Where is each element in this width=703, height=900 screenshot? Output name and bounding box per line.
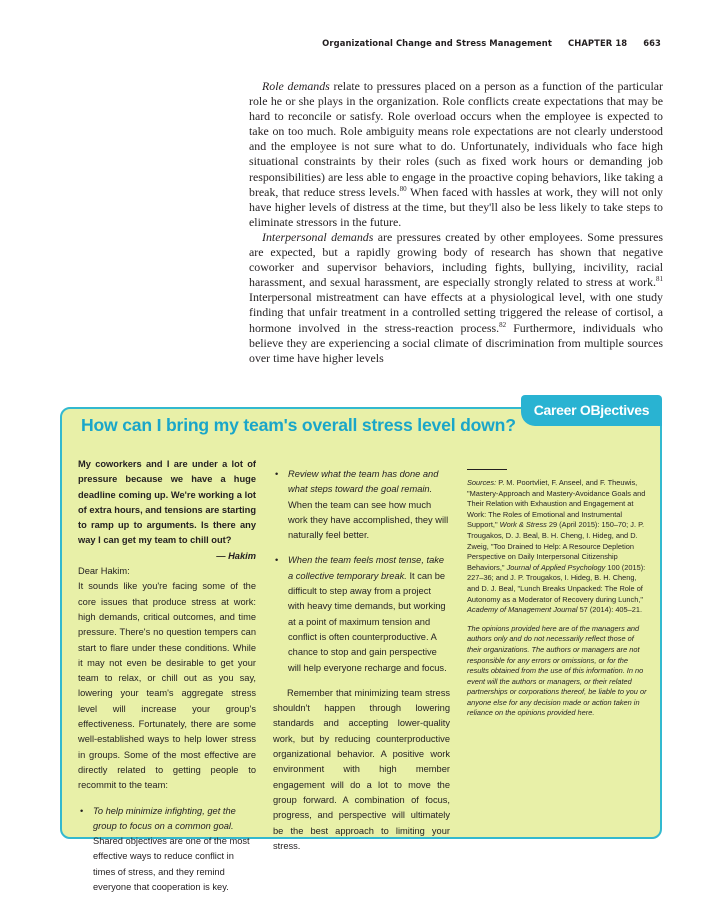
box-title: How can I bring my team's overall stress level down? bbox=[81, 415, 516, 435]
box-column-1 bbox=[78, 457, 256, 895]
sources-note: Sources: P. M. Poortvliet, F. Anseel, and F. Theuwis, "Mastery-Approach and Mastery-Avoidance Goals and Their Relation with Exhaustion and Engagement at Work: The Roles of Emotional and Instrumental Support," Work & Stress 29 (April 2015): 150–70; J. P. Trougakos, D. J. Beal, B. H. Cheng, I. Hideg, and D. Zweig, "Too Drained to Help: A Resource Depletion Perspective on Daily Interpersonal Citizenship Behaviors," Journal of Applied Psychology 100 (2015): 227–36; and J. P. Trougakos, I. Hideg, B. H. Cheng, and D. J. Beal, "Lunch Breaks Unpacked: The Role of Autonomy as a Moderator of Recovery during Lunch," Academy of Management Journal 57 (2014): 405–21. bbox=[467, 478, 646, 615]
career-objectives-box bbox=[60, 402, 662, 893]
endnote-ref: 81 bbox=[656, 275, 663, 284]
term-role-demands: Role demands bbox=[262, 79, 330, 93]
endnote-ref: 82 bbox=[499, 320, 507, 329]
advice-list-continued bbox=[273, 467, 450, 676]
question-signature: — Hakim bbox=[216, 550, 256, 561]
career-objectives-tab: Career OBjectives bbox=[521, 395, 662, 426]
box-column-2 bbox=[273, 457, 450, 854]
paragraph-role-demands: Role demands relate to pressures placed on a person as a function of the particular role he or she plays in the organization. Role conflicts create expectations that may be hard to reconcile or satisfy. Role overload occurs when the employee is expected to take on too much. Role ambiguity means role expectations are not clearly understood and the employee is not sure what to do. Unfortunately, individuals who face high situational constraints by their roles (such as fixed work hours or demanding job responsibilities) are less able to engage in the proactive coping behaviors, like taking a break, that reduce stress levels.$^{80}$ When faced with hassles at work, they will not only have higher levels of distress at the time, but they'll also be less likely to take steps to eliminate stressors in the future. bbox=[249, 79, 663, 229]
advice-item-take-break: • When the team feels most tense, take a collective temporary break. It can be difficult to step away from a project with heavy time demands, but working at a point of maximum tension and conflict is often counterproductive. A chance to stop and gain perspective will help everyone recharge and focus. bbox=[273, 553, 450, 675]
paragraph-interpersonal-demands: Interpersonal demands are pressures created by other employees. Some pressures are expected, but a rapidly growing body of research has shown that negative coworker and supervisor behaviors, including fights, bullying, incivility, racial harassment, and sexual harassment, are especially strongly related to stress at work.$^{81}$ Interpersonal mistreatment can have effects at a physiological level, with one study finding that unfair treatment in a controlled setting triggered the release of cortisol, a hormone involved in the stress-reaction process.$^{82}$ Furthermore, individuals who believe they are experiencing a social climate of discrimination from multiple sources over time have higher levels bbox=[249, 229, 663, 365]
box-column-3 bbox=[467, 457, 647, 719]
reader-question: My coworkers and I are under a lot of pressure because we have a huge deadline coming up. We're working a lot of extra hours, and tensions are starting to ramp up to arguments. Is there any way I can get my team to chill out? bbox=[78, 459, 256, 546]
term-interpersonal-demands: Interpersonal demands bbox=[262, 229, 374, 244]
answer-intro: It sounds like you're facing some of the core issues that produce stress at work: high demands, critical outcomes, and time pressure. There's no question tempers can start to flare under these conditions. While it may not even be desirable to get your team to relax, or chill out as you say, lowering your team's aggregate stress level will increase your group's effectiveness. Fortunately, there are some well-established ways to help lower stress in groups. Some of the most effective are directly related to getting people to recommit to the team: bbox=[78, 581, 256, 791]
header-chapter: CHAPTER 18 bbox=[567, 38, 628, 48]
answer-closing: Remember that minimizing team stress shouldn't happen through lowering standards and accepting lower-quality work, but by reducing counterproductive organizational behavior. A positive work environment with high member engagement will do a lot to move the group forward. A combination of focus, progress, and perspective will ultimately be the best approach to limiting your stress. bbox=[273, 687, 450, 851]
sources-divider bbox=[467, 469, 507, 470]
header-section-title: Organizational Change and Stress Management bbox=[322, 38, 552, 48]
advice-item-review-progress: • Review what the team has done and what steps toward the goal remain. When the team can see how much work they have accomplished, they will naturally feel better. bbox=[273, 467, 450, 543]
main-body-text bbox=[249, 79, 663, 366]
page-number: 663 bbox=[643, 38, 661, 48]
running-header bbox=[0, 38, 661, 48]
advice-item-common-goal: • To help minimize infighting, get the group to focus on a common goal. Shared objectives are one of the most effective ways to reduce conflict in times of stress, and they remind everyone that cooperation is key. bbox=[78, 804, 256, 896]
disclaimer-note: The opinions provided here are of the managers and authors only and do not necessarily reflect those of their organizations. The authors or managers are not responsible for any errors or omissions, or for the results obtained from the use of this information. In no event will the authors or managers, or their related partnerships or corporations thereof, be liable to you or anyone else for any decision made or action taken in reliance on the opinions provided here. bbox=[467, 623, 647, 718]
answer-greeting: Dear Hakim: bbox=[78, 566, 130, 577]
advice-list bbox=[78, 804, 256, 896]
endnote-ref: 80 bbox=[399, 184, 407, 193]
